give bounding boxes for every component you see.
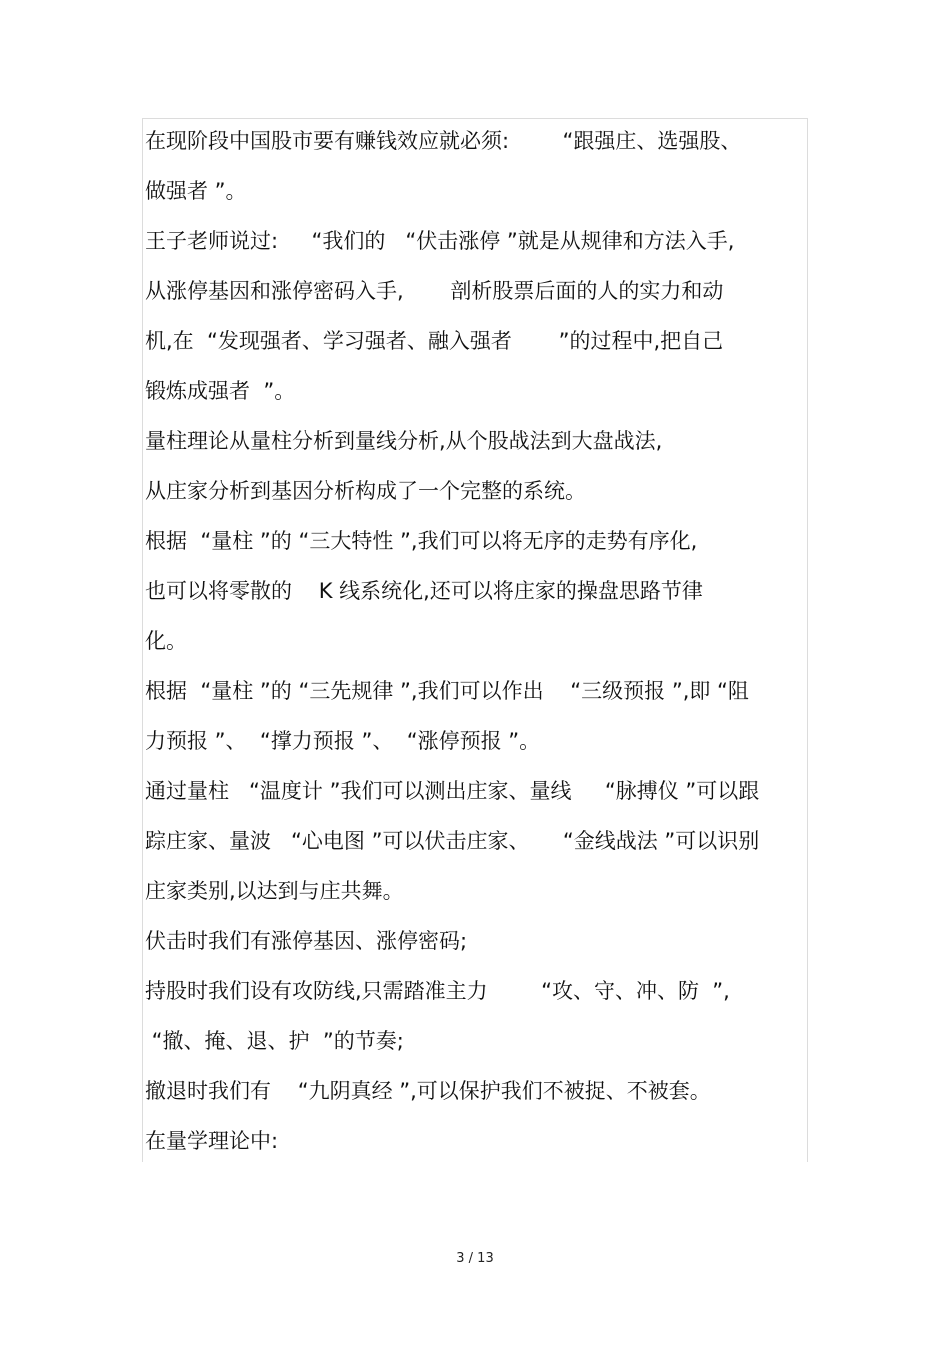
text-line: 从涨停基因和涨停密码入手, 剖析股票后面的人的实力和动: [145, 279, 724, 303]
page-number: 3 / 13: [456, 1251, 494, 1266]
text-line: 根据 “量柱 ”的 “三大特性 ”,我们可以将无序的走势有序化,: [145, 529, 698, 553]
text-line: 在现阶段中国股市要有赚钱效应就必须: “跟强庄、选强股、: [145, 129, 742, 153]
text-line: 伏击时我们有涨停基因、涨停密码;: [145, 929, 468, 953]
text-line: “撤、掩、退、护 ”的节奏;: [145, 1029, 404, 1053]
text-line: 庄家类别,以达到与庄共舞。: [145, 879, 404, 903]
text-line: 根据 “量柱 ”的 “三先规律 ”,我们可以作出 “三级预报 ”,即 “阻: [145, 679, 749, 703]
text-line: 撤退时我们有 “九阴真经 ”,可以保护我们不被捉、不被套。: [145, 1079, 711, 1103]
text-line: 通过量柱 “温度计 ”我们可以测出庄家、量线 “脉搏仪 ”可以跟: [145, 779, 760, 803]
text-line: 在量学理论中:: [145, 1129, 279, 1153]
text-line: 力预报 ”、 “撑力预报 ”、 “涨停预报 ”。: [145, 729, 541, 753]
text-line: 量柱理论从量柱分析到量线分析,从个股战法到大盘战法,: [145, 429, 663, 453]
text-line: 也可以将零散的 K 线系统化,还可以将庄家的操盘思路节律: [145, 579, 703, 603]
text-line: 踪庄家、量波 “心电图 ”可以伏击庄家、 “金线战法 ”可以识别: [145, 829, 760, 853]
text-line: 做强者 ”。: [145, 179, 247, 203]
text-line: 化。: [145, 629, 187, 653]
text-line: 王子老师说过: “我们的 “伏击涨停 ”就是从规律和方法入手,: [145, 229, 735, 253]
text-line: 机,在 “发现强者、学习强者、融入强者 ”的过程中,把自己: [145, 329, 724, 353]
text-line: 从庄家分析到基因分析构成了一个完整的系统。: [145, 479, 586, 503]
text-line: 锻炼成强者 ”。: [145, 379, 296, 403]
text-line: 持股时我们设有攻防线,只需踏准主力 “攻、守、冲、防 ”,: [145, 979, 730, 1003]
